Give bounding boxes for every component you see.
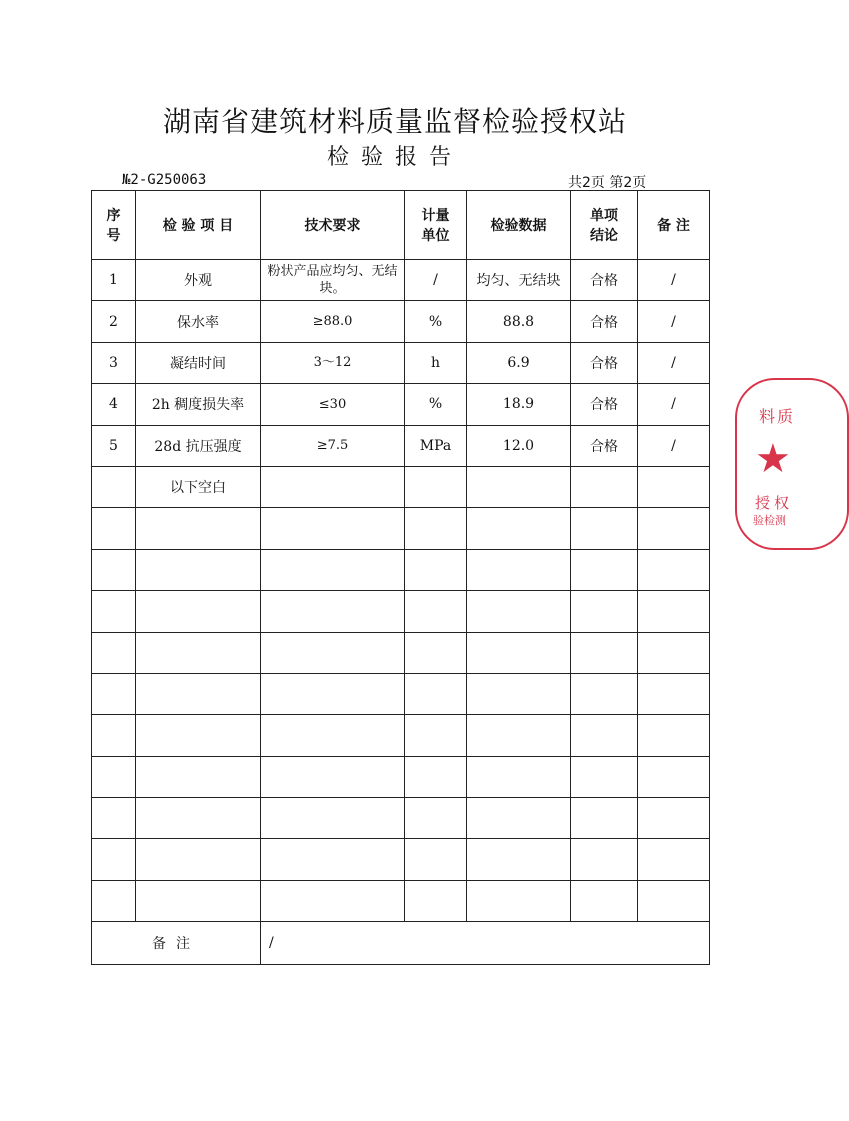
- cell-requirement: [261, 839, 405, 880]
- cell-data: [467, 466, 571, 507]
- cell-unit: /: [405, 260, 467, 301]
- cell-requirement: ≤30: [261, 384, 405, 425]
- table-row: [92, 301, 710, 342]
- cell-item: [136, 632, 261, 673]
- inspection-table: [91, 190, 710, 965]
- header-unit: 计量单位: [405, 191, 467, 260]
- cell-seq: 5: [92, 425, 136, 466]
- cell-note: [638, 549, 710, 590]
- cell-unit: [405, 880, 467, 921]
- cell-item: 28d 抗压强度: [136, 425, 261, 466]
- cell-conclusion: 合格: [571, 425, 638, 466]
- seal-text-bottom: 验检测: [753, 514, 786, 527]
- cell-seq: [92, 508, 136, 549]
- cell-conclusion: [571, 466, 638, 507]
- cell-note: /: [638, 425, 710, 466]
- cell-note: /: [638, 384, 710, 425]
- cell-requirement: ≥88.0: [261, 301, 405, 342]
- table-row: [92, 591, 710, 632]
- cell-unit: [405, 715, 467, 756]
- cell-item: 以下空白: [136, 466, 261, 507]
- cell-conclusion: 合格: [571, 342, 638, 383]
- cell-conclusion: [571, 549, 638, 590]
- table-row: [92, 673, 710, 714]
- cell-conclusion: 合格: [571, 260, 638, 301]
- cell-seq: [92, 673, 136, 714]
- cell-unit: [405, 632, 467, 673]
- cell-item: [136, 673, 261, 714]
- cell-requirement: [261, 508, 405, 549]
- cell-item: [136, 591, 261, 632]
- table-row: [92, 880, 710, 921]
- table-header-row: [92, 191, 710, 260]
- report-subtitle: 检验报告: [326, 145, 463, 170]
- cell-item: [136, 756, 261, 797]
- official-seal: [735, 378, 849, 550]
- cell-conclusion: [571, 880, 638, 921]
- cell-requirement: ≥7.5: [261, 425, 405, 466]
- cell-conclusion: [571, 508, 638, 549]
- seal-text-middle: 授权: [755, 494, 794, 512]
- cell-data: [467, 632, 571, 673]
- cell-seq: [92, 715, 136, 756]
- cell-item: [136, 549, 261, 590]
- cell-requirement: [261, 466, 405, 507]
- cell-unit: h: [405, 342, 467, 383]
- header-item: 检 验 项 目: [136, 191, 261, 260]
- cell-note: [638, 466, 710, 507]
- star-icon: ★: [755, 436, 791, 482]
- cell-data: [467, 798, 571, 839]
- cell-conclusion: [571, 591, 638, 632]
- cell-conclusion: [571, 839, 638, 880]
- cell-seq: [92, 798, 136, 839]
- cell-unit: [405, 798, 467, 839]
- header-data: 检验数据: [467, 191, 571, 260]
- cell-data: [467, 756, 571, 797]
- cell-note: [638, 756, 710, 797]
- cell-seq: [92, 756, 136, 797]
- remarks-row: [92, 922, 710, 965]
- cell-seq: 3: [92, 342, 136, 383]
- table-row: [92, 466, 710, 507]
- cell-note: [638, 591, 710, 632]
- cell-unit: [405, 549, 467, 590]
- cell-unit: [405, 591, 467, 632]
- cell-item: [136, 508, 261, 549]
- cell-seq: 4: [92, 384, 136, 425]
- cell-seq: [92, 880, 136, 921]
- table-row: [92, 839, 710, 880]
- cell-note: [638, 632, 710, 673]
- table-row: [92, 425, 710, 466]
- cell-conclusion: 合格: [571, 384, 638, 425]
- cell-seq: [92, 466, 136, 507]
- cell-conclusion: [571, 798, 638, 839]
- cell-seq: [92, 839, 136, 880]
- cell-seq: 2: [92, 301, 136, 342]
- table-row: [92, 549, 710, 590]
- cell-requirement: [261, 798, 405, 839]
- report-title: 湖南省建筑材料质量监督检验授权站: [162, 105, 627, 138]
- cell-data: 均匀、无结块: [467, 260, 571, 301]
- cell-note: /: [638, 301, 710, 342]
- cell-item: 保水率: [136, 301, 261, 342]
- header-note: 备 注: [638, 191, 710, 260]
- cell-note: [638, 798, 710, 839]
- cell-requirement: [261, 715, 405, 756]
- header-requirement: 技术要求: [261, 191, 405, 260]
- cell-seq: [92, 632, 136, 673]
- cell-requirement: 3～12: [261, 342, 405, 383]
- cell-item: [136, 839, 261, 880]
- cell-note: [638, 880, 710, 921]
- table-row: [92, 508, 710, 549]
- cell-requirement: [261, 880, 405, 921]
- cell-seq: [92, 549, 136, 590]
- table-row: [92, 798, 710, 839]
- cell-data: 6.9: [467, 342, 571, 383]
- cell-data: 18.9: [467, 384, 571, 425]
- table-row: [92, 384, 710, 425]
- cell-data: [467, 673, 571, 714]
- cell-unit: [405, 756, 467, 797]
- cell-unit: [405, 466, 467, 507]
- cell-data: [467, 549, 571, 590]
- header-conclusion: 单项结论: [571, 191, 638, 260]
- cell-item: 凝结时间: [136, 342, 261, 383]
- cell-note: [638, 715, 710, 756]
- remarks-label: 备注: [92, 922, 261, 965]
- cell-requirement: [261, 632, 405, 673]
- cell-unit: [405, 508, 467, 549]
- cell-conclusion: [571, 673, 638, 714]
- cell-data: 88.8: [467, 301, 571, 342]
- cell-conclusion: [571, 632, 638, 673]
- seal-text-top: 料质: [759, 407, 796, 426]
- table-row: [92, 632, 710, 673]
- remarks-value: /: [261, 922, 710, 965]
- cell-seq: 1: [92, 260, 136, 301]
- cell-unit: MPa: [405, 425, 467, 466]
- cell-requirement: 粉状产品应均匀、无结块。: [261, 260, 405, 301]
- cell-unit: [405, 839, 467, 880]
- cell-data: 12.0: [467, 425, 571, 466]
- cell-item: 2h 稠度损失率: [136, 384, 261, 425]
- cell-conclusion: 合格: [571, 301, 638, 342]
- cell-note: [638, 673, 710, 714]
- cell-unit: %: [405, 384, 467, 425]
- cell-conclusion: [571, 756, 638, 797]
- cell-data: [467, 839, 571, 880]
- cell-data: [467, 508, 571, 549]
- cell-data: [467, 591, 571, 632]
- header-seq: 序号: [92, 191, 136, 260]
- cell-data: [467, 715, 571, 756]
- cell-requirement: [261, 673, 405, 714]
- cell-note: [638, 839, 710, 880]
- cell-item: 外观: [136, 260, 261, 301]
- table-row: [92, 715, 710, 756]
- cell-requirement: [261, 591, 405, 632]
- cell-note: /: [638, 260, 710, 301]
- cell-unit: %: [405, 301, 467, 342]
- table-row: [92, 260, 710, 301]
- table-row: [92, 756, 710, 797]
- cell-item: [136, 880, 261, 921]
- page-info: 共2页 第2页: [568, 175, 647, 191]
- cell-note: /: [638, 342, 710, 383]
- cell-requirement: [261, 549, 405, 590]
- cell-seq: [92, 591, 136, 632]
- cell-unit: [405, 673, 467, 714]
- cell-item: [136, 798, 261, 839]
- cell-conclusion: [571, 715, 638, 756]
- report-number: №2-G250063: [122, 172, 207, 188]
- cell-note: [638, 508, 710, 549]
- cell-requirement: [261, 756, 405, 797]
- table-row: [92, 342, 710, 383]
- cell-data: [467, 880, 571, 921]
- cell-item: [136, 715, 261, 756]
